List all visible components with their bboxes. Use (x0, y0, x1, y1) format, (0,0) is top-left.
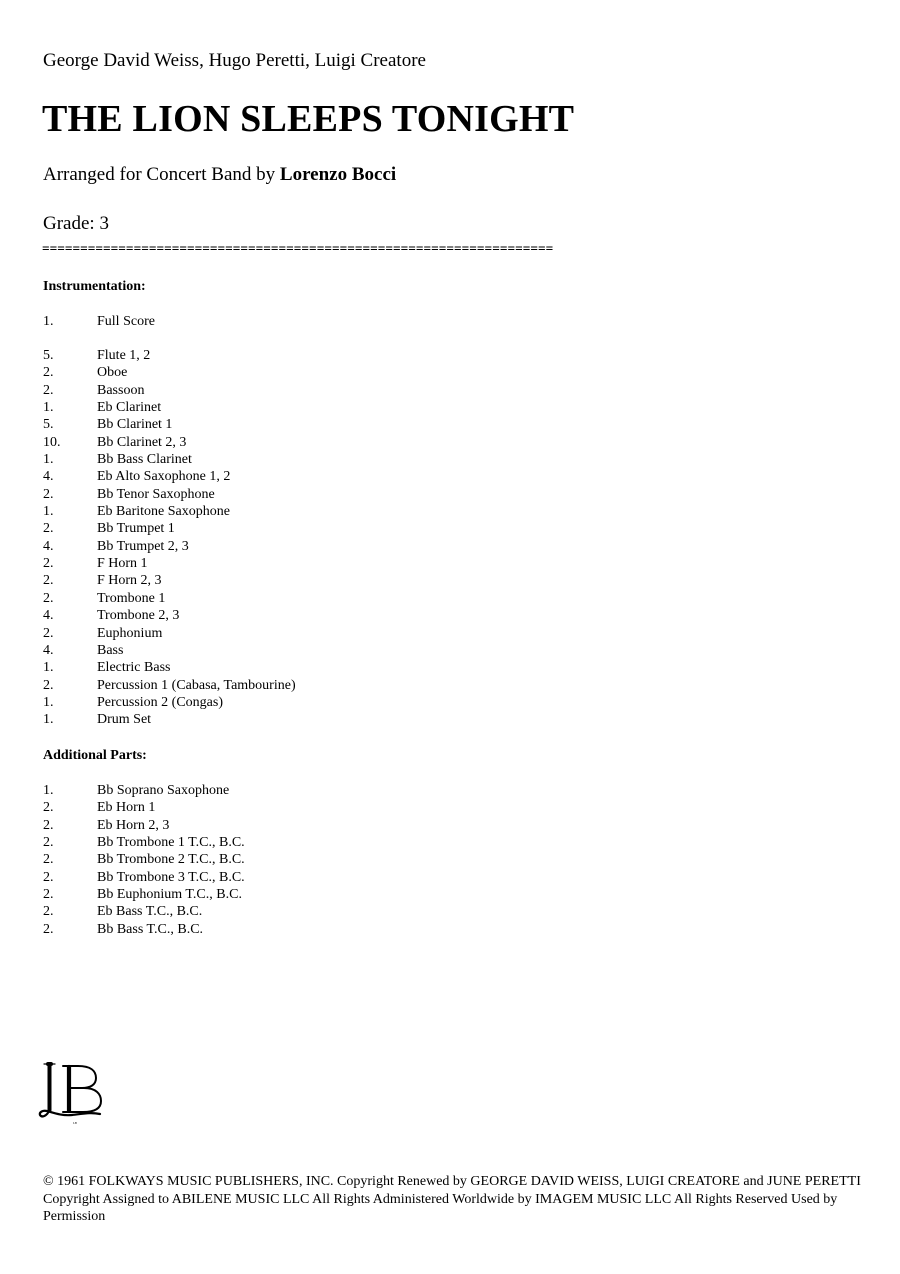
separator-rule: =================================================================== (42, 241, 554, 256)
part-quantity: 2. (43, 817, 54, 833)
part-quantity: 1. (43, 783, 54, 798)
part-name: Percussion 1 (Cabasa, Tambourine) (97, 677, 296, 693)
part-name: Eb Clarinet (97, 400, 162, 416)
part-name: Bb Trombone 2 T.C., B.C. (97, 852, 245, 868)
part-quantity: 2. (43, 852, 54, 868)
part-quantity: 2. (43, 921, 54, 937)
page-title: THE LION SLEEPS TONIGHT (42, 98, 575, 140)
part-name: Electric Bass (97, 660, 171, 676)
grade: Grade: 3 (43, 213, 109, 234)
arranger-name: Lorenzo Bocci (279, 164, 397, 185)
part-name: Bb Trumpet 1 (97, 521, 175, 537)
part-name: Eb Horn 2, 3 (97, 817, 170, 833)
part-name: Drum Set (97, 712, 152, 728)
part-name: Trombone 2, 3 (97, 608, 180, 624)
part-quantity: 4. (43, 538, 54, 554)
part-name: Eb Alto Saxophone 1, 2 (97, 469, 231, 485)
part-quantity: 1. (43, 712, 54, 728)
part-name: Bb Bass T.C., B.C. (97, 921, 204, 937)
part-name: Bb Bass Clarinet (97, 452, 192, 468)
part-quantity: 1. (43, 452, 54, 468)
part-name: Bassoon (97, 382, 145, 398)
part-quantity: 5. (43, 348, 54, 363)
part-name: Eb Baritone Saxophone (97, 504, 230, 520)
part-quantity: 1. (43, 660, 54, 676)
part-name: Eb Horn 1 (97, 800, 156, 816)
part-name: Bb Trumpet 2, 3 (97, 538, 189, 554)
logo-letters: LB (73, 1121, 77, 1125)
part-quantity: 1. (43, 314, 54, 329)
part-name: Flute 1, 2 (97, 348, 151, 363)
part-name: Euphonium (97, 625, 163, 641)
part-name: Bb Euphonium T.C., B.C. (97, 887, 242, 903)
part-quantity: 1. (43, 504, 54, 520)
part-quantity: 2. (43, 904, 54, 920)
composers: George David Weiss, Hugo Peretti, Luigi Creatore (43, 50, 426, 71)
part-name: Bb Trombone 1 T.C., B.C. (97, 835, 245, 851)
instrumentation-heading: Instrumentation: (43, 279, 146, 294)
part-name: F Horn 2, 3 (97, 573, 162, 589)
part-name: Bb Trombone 3 T.C., B.C. (97, 869, 245, 885)
part-quantity: 1. (43, 400, 54, 416)
part-name: Trombone 1 (97, 590, 166, 606)
part-name: Eb Bass T.C., B.C. (97, 904, 203, 920)
part-quantity: 2. (43, 573, 54, 589)
part-quantity: 2. (43, 625, 54, 641)
part-quantity: 2. (43, 800, 54, 816)
additional-parts-heading: Additional Parts: (43, 748, 147, 763)
part-name: Bb Clarinet 1 (97, 417, 173, 433)
part-quantity: 4. (43, 608, 54, 624)
part-name: Oboe (97, 365, 128, 381)
part-quantity: 2. (43, 556, 54, 572)
part-name: Bb Clarinet 2, 3 (97, 434, 187, 450)
part-quantity: 2. (43, 835, 54, 851)
part-name: Bb Tenor Saxophone (97, 486, 215, 502)
part-quantity: 2. (43, 521, 54, 537)
part-quantity: 2. (43, 887, 54, 903)
part-quantity: 2. (43, 382, 54, 398)
arranged-prefix: Arranged for Concert Band by (43, 164, 276, 185)
part-quantity: 4. (43, 469, 54, 485)
part-quantity: 5. (43, 417, 54, 433)
part-quantity: 2. (43, 486, 54, 502)
part-quantity: 4. (43, 642, 54, 658)
part-name: Bass (97, 642, 124, 658)
copyright-notice: © 1961 FOLKWAYS MUSIC PUBLISHERS, INC. Copyright Renewed by GEORGE DAVID WEISS, LUIGI CREATORE and JUNE PERETTI Copyright Assigned to ABILENE MUSIC LLC All Rights Administered Worldwide by IMAGEM MUSIC LLC All Rights Reserved Used by Permission (43, 1174, 861, 1224)
part-quantity: 2. (43, 590, 54, 606)
publisher-logo (38, 1060, 112, 1126)
part-name: Bb Soprano Saxophone (97, 783, 230, 798)
part-quantity: 2. (43, 677, 54, 693)
part-name: F Horn 1 (97, 556, 148, 572)
part-quantity: 10. (43, 434, 61, 450)
part-quantity: 2. (43, 365, 54, 381)
arranger-line (43, 163, 396, 187)
part-name: Percussion 2 (Congas) (97, 694, 223, 710)
part-name: Full Score (97, 314, 155, 329)
part-quantity: 1. (43, 694, 54, 710)
part-quantity: 2. (43, 869, 54, 885)
